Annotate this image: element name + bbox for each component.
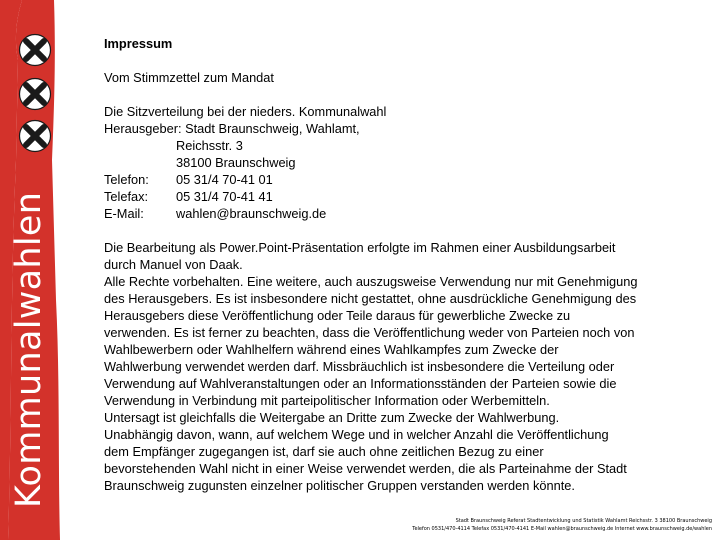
intro-line: Die Sitzverteilung bei der nieders. Kommunalwahl <box>104 104 387 119</box>
page-title: Impressum <box>104 36 173 51</box>
body-line: durch Manuel von Daak. <box>104 257 243 272</box>
contact-label: E-Mail: <box>104 206 144 221</box>
contact-row-fax <box>104 188 694 205</box>
address-city: 38100 Braunschweig <box>176 155 296 170</box>
sidebar <box>0 0 62 540</box>
body-line: Herausgebers diese Veröffentlichung oder Teile daraus für gewerbliche Zwecke zu <box>104 308 571 323</box>
address-street-row <box>104 137 694 154</box>
body-line: Verwendung in Verbindung mit parteipolitischer Information oder Werbemitteln. <box>104 393 550 408</box>
address-city-row <box>104 154 694 171</box>
body-line: bevorstehenden Wahl nicht in einer Weise verwendet werden, die als Parteinahme der Stadt <box>104 461 627 476</box>
body-line: Wahlbewerbern oder Wahlhelfern während eines Wahlkampfes zum Zwecke der <box>104 342 559 357</box>
footer-line-1: Stadt Braunschweig Referat Stadtentwicklung und Statistik Wahlamt Reichsstr. 3 38100 Braunschweig <box>455 518 712 524</box>
body-line: Unabhängig davon, wann, auf welchem Wege und in welcher Anzahl die Veröffentlichung <box>104 427 609 442</box>
contact-value: 05 31/4 70-41 01 <box>176 172 273 187</box>
contact-label: Telefon: <box>104 172 149 187</box>
contact-value: wahlen@braunschweig.de <box>176 206 327 221</box>
ballot-x-icon <box>18 77 52 111</box>
subtitle: Vom Stimmzettel zum Mandat <box>104 70 274 85</box>
body-line: verwenden. Es ist ferner zu beachten, dass die Veröffentlichung weder von Parteien noch von <box>104 325 635 340</box>
contact-row-email <box>104 205 694 222</box>
body-line: Braunschweig zugunsten einzelner politischer Gruppen verstanden werden könnte. <box>104 478 575 493</box>
body-line: des Herausgebers. Es ist insbesondere nicht gestattet, ohne ausdrückliche Genehmigung des <box>104 291 637 306</box>
contact-row-phone <box>104 171 694 188</box>
footer <box>412 517 712 533</box>
contact-label: Telefax: <box>104 189 149 204</box>
sidebar-vertical-title: Kommunalwahlen <box>9 191 49 508</box>
address-street: Reichsstr. 3 <box>176 138 243 153</box>
footer-line-2: Telefon 0531/470-4114 Telefax 0531/470-4141 E-Mail wahlen@braunschweig.de Internet www.braunschweig.de/wahlen <box>412 526 712 532</box>
body-line: Verwendung auf Wahlveranstaltungen oder an Informationsständen der Parteien sowie die <box>104 376 617 391</box>
body-line: Wahlwerbung verwendet werden darf. Missbräuchlich ist insbesondere die Verteilung oder <box>104 359 615 374</box>
ballot-x-icon <box>18 119 52 153</box>
body-line: Die Bearbeitung als Power.Point-Präsentation erfolgte im Rahmen einer Ausbildungsarbeit <box>104 240 616 255</box>
contact-value: 05 31/4 70-41 41 <box>176 189 273 204</box>
body-line: dem Empfänger zugegangen ist, darf sie auch ohne zeitlichen Bezug zu einer <box>104 444 544 459</box>
ballot-x-icon <box>18 33 52 67</box>
body-line: Alle Rechte vorbehalten. Eine weitere, auch auszugsweise Verwendung nur mit Genehmigung <box>104 274 638 289</box>
body-line: Untersagt ist gleichfalls die Weitergabe an Dritte zum Zwecke der Wahlwerbung. <box>104 410 560 425</box>
impressum-content <box>104 35 694 494</box>
publisher-line: Herausgeber: Stadt Braunschweig, Wahlamt, <box>104 121 360 136</box>
